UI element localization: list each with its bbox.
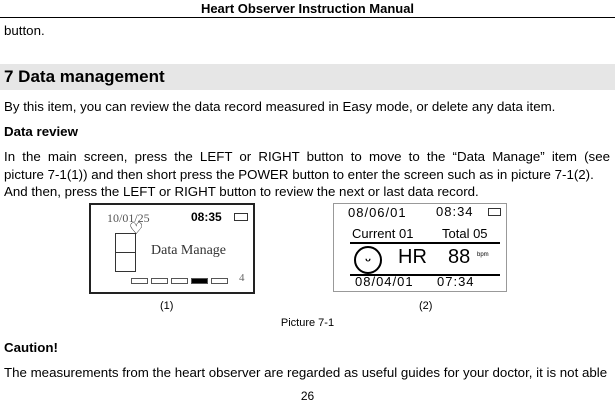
- page-dot: [211, 278, 228, 284]
- subheading: Data review: [4, 124, 78, 139]
- battery-icon: [234, 213, 248, 221]
- screen-date: 08/06/01: [348, 205, 407, 220]
- screen-date: 10/01/25: [107, 211, 150, 225]
- page-dot: [151, 278, 168, 284]
- page-index: 4: [239, 272, 245, 284]
- page-number: 26: [300, 389, 315, 403]
- heart-icon: ♡: [129, 221, 144, 238]
- page-dot: [191, 278, 208, 284]
- text-line: button.: [4, 23, 45, 38]
- intro-text: By this item, you can review the data record measured in Easy mode, or delete any data item.: [4, 99, 556, 114]
- figure-caption: Picture 7-1: [280, 317, 335, 329]
- record-time: 07:34: [437, 274, 475, 289]
- caution-heading: Caution!: [4, 340, 58, 355]
- caption-2: (2): [419, 300, 433, 312]
- header-divider: [0, 17, 615, 18]
- figure-screen-1: [89, 203, 255, 294]
- total-records: Total 05: [442, 226, 488, 241]
- page-header: Heart Observer Instruction Manual: [200, 1, 415, 16]
- hr-unit: bpm: [477, 252, 489, 258]
- figure-screen-2: [333, 203, 507, 292]
- text-line: In the main screen, press the LEFT or RIGHT button to move to the “Data Manage” item (see: [4, 149, 610, 164]
- caption-1: (1): [160, 300, 174, 312]
- menu-label: Data Manage: [151, 243, 227, 258]
- section-title: 7 Data management: [4, 67, 165, 86]
- divider: [350, 242, 500, 244]
- text-line: picture 7-1(1)) and then short press the POWER button to enter the screen such as in picture 7-1(2).: [4, 167, 594, 182]
- page-dot: [131, 278, 148, 284]
- hr-value: 88: [448, 246, 471, 268]
- current-record: Current 01: [352, 226, 414, 241]
- screen-time: 08:35: [191, 210, 222, 224]
- page-dot: [171, 278, 188, 284]
- text-line: The measurements from the heart observer are regarded as useful guides for your doctor, it is not able: [4, 365, 608, 380]
- text-line: And then, press the LEFT or RIGHT button to review the next or last data record.: [4, 184, 479, 199]
- screen-time: 08:34: [436, 204, 474, 219]
- record-date: 08/04/01: [355, 274, 414, 289]
- smiley-icon: ᵕ: [354, 246, 382, 274]
- hr-label: HR: [398, 246, 427, 268]
- page-indicator: [131, 278, 228, 284]
- battery-icon: [488, 208, 501, 216]
